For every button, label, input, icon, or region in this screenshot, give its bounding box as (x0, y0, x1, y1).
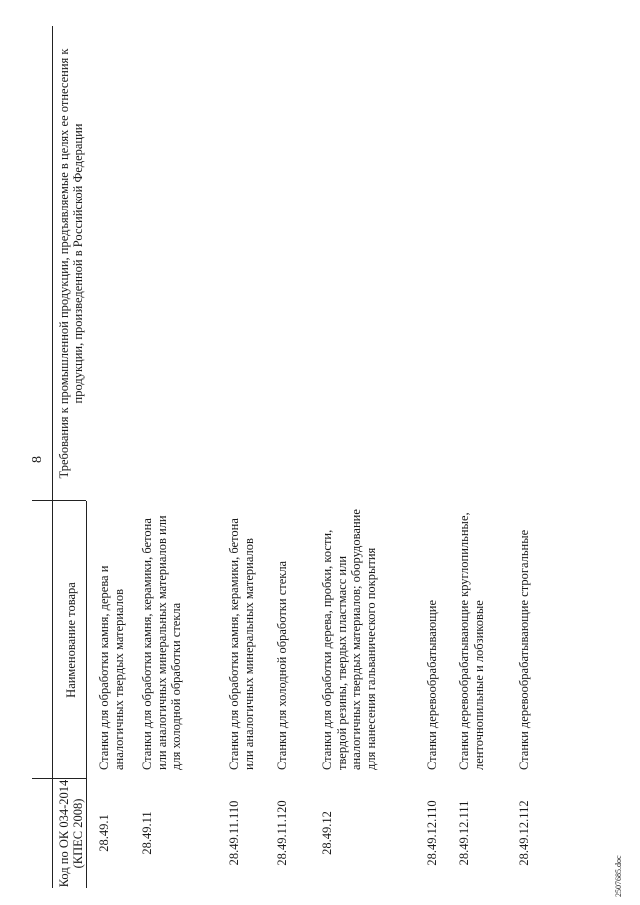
header-code-column: Код по ОК 034-2014 (КПЕС 2008) (57, 779, 85, 888)
row-name: Станки для обработки камня, керамики, бетона или аналогичных минеральных материалов или для холодной обработки стекла (140, 515, 183, 770)
row-code: 28.49.12.112 (517, 800, 531, 866)
header-bottom-rule (52, 26, 53, 888)
row-name: Станки для обработки камня, дерева и аналогичных твердых материалов (97, 565, 126, 770)
row-code: 28.49.12.110 (425, 800, 439, 866)
row-name: Станки деревообрабатывающие (425, 599, 439, 770)
row-name: Станки деревообрабатывающие круглопильные, ленточнопильные и лобзиковые (457, 512, 486, 770)
row-name: Станки для обработки камня, керамики, бетона или аналогичных минеральных материалов (227, 518, 256, 770)
row-code: 28.49.12.111 (457, 800, 471, 866)
footer-doc-id: 2507685.doc (614, 855, 623, 897)
row-code: 28.49.1 (97, 814, 111, 852)
row-code: 28.49.11.120 (275, 800, 289, 866)
row-name: Станки для холодной обработки стекла (275, 560, 289, 770)
row-name: Станки для обработки дерева, пробки, кости, твердой резины, твердых пластмасс или аналогичных твердых материалов; оборудование для нанесения гальванического покрытия (320, 509, 378, 770)
row-code: 28.49.11 (140, 811, 154, 855)
row-code: 28.49.11.110 (227, 800, 241, 866)
page-number: 8 (30, 456, 45, 463)
row-code: 28.49.12 (320, 811, 334, 855)
header-name-column: Наименование товара (64, 582, 78, 698)
header-requirements-column: Требования к промышленной продукции, предъявляемые в целях ее отнесения к продукции, произведенной в Российской Федерации (57, 48, 85, 479)
row-name: Станки деревообрабатывающие строгальные (517, 529, 531, 770)
header-rule (86, 501, 87, 888)
